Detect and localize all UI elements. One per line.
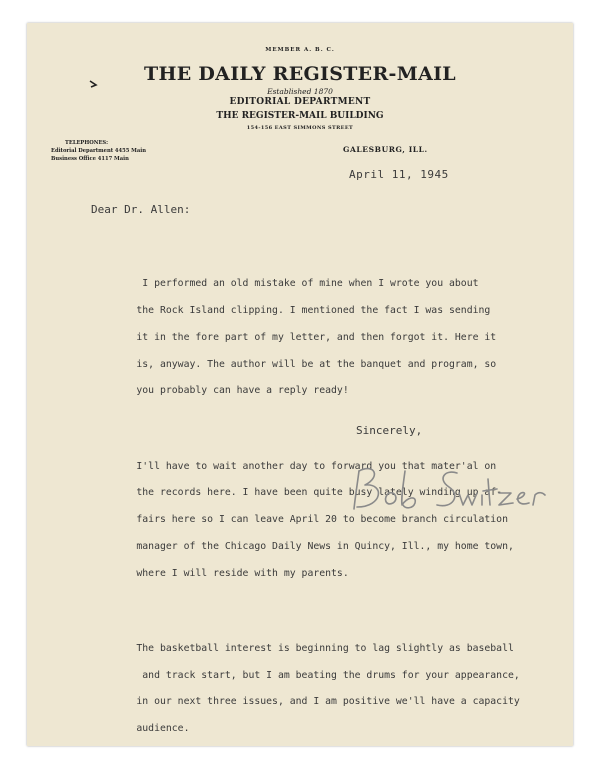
body-line: in our next three issues, and I am positive we'll have a capacity [136, 696, 520, 708]
established-line: Established 1870 [267, 87, 333, 96]
telephone-heading: TELEPHONES: [65, 140, 109, 146]
handwritten-signature [345, 441, 565, 521]
body-line: fairs here so I can leave April 20 to become branch circulation [136, 514, 508, 526]
telephone-business: Business Office 4117 Main [51, 156, 129, 162]
letter-date: April 11, 1945 [349, 168, 449, 181]
body-line: I'll have to wait another day to forward you that mater'al on [136, 460, 497, 472]
paragraph [101, 628, 520, 749]
body-line: is, anyway. The author will be at the banquet and program, so [136, 358, 497, 370]
body-line: where I will reside with my parents. [136, 567, 349, 579]
newspaper-masthead: THE DAILY REGISTER-MAIL [144, 63, 456, 85]
closing: Sincerely, [356, 424, 423, 437]
body-line: The basketball interest is beginning to lag slightly as baseball [136, 642, 514, 654]
body-line: you probably can have a reply ready! [136, 385, 349, 397]
street-address: 154-156 EAST SIMMONS STREET [246, 125, 354, 131]
body-line: the Rock Island clipping. I mentioned the fact I was sending [136, 305, 491, 317]
letter-page [27, 23, 573, 746]
body-line: it in the fore part of my letter, and then forgot it. Here it [136, 331, 497, 343]
body-line: and track start, but I am beating the drums for your appearance, [136, 669, 520, 681]
telephone-block [51, 139, 146, 163]
building-line: THE REGISTER-MAIL BUILDING [216, 111, 384, 121]
department-line: EDITORIAL DEPARTMENT [229, 97, 371, 107]
salutation: Dear Dr. Allen: [91, 203, 191, 216]
body-line: I performed an old mistake of mine when I wrote you about [136, 278, 479, 290]
telephone-editorial: Editorial Department 4455 Main [51, 148, 147, 154]
body-line: manager of the Chicago Daily News in Quincy, Ill., my home town, [136, 540, 514, 552]
location: GALESBURG, ILL. [343, 145, 428, 154]
body-line: the records here. I have been quite busy lately winding up af- [136, 487, 503, 499]
paragraph [101, 264, 520, 411]
body-line: audience. [136, 723, 190, 735]
member-line: MEMBER A. B. C. [265, 47, 335, 53]
